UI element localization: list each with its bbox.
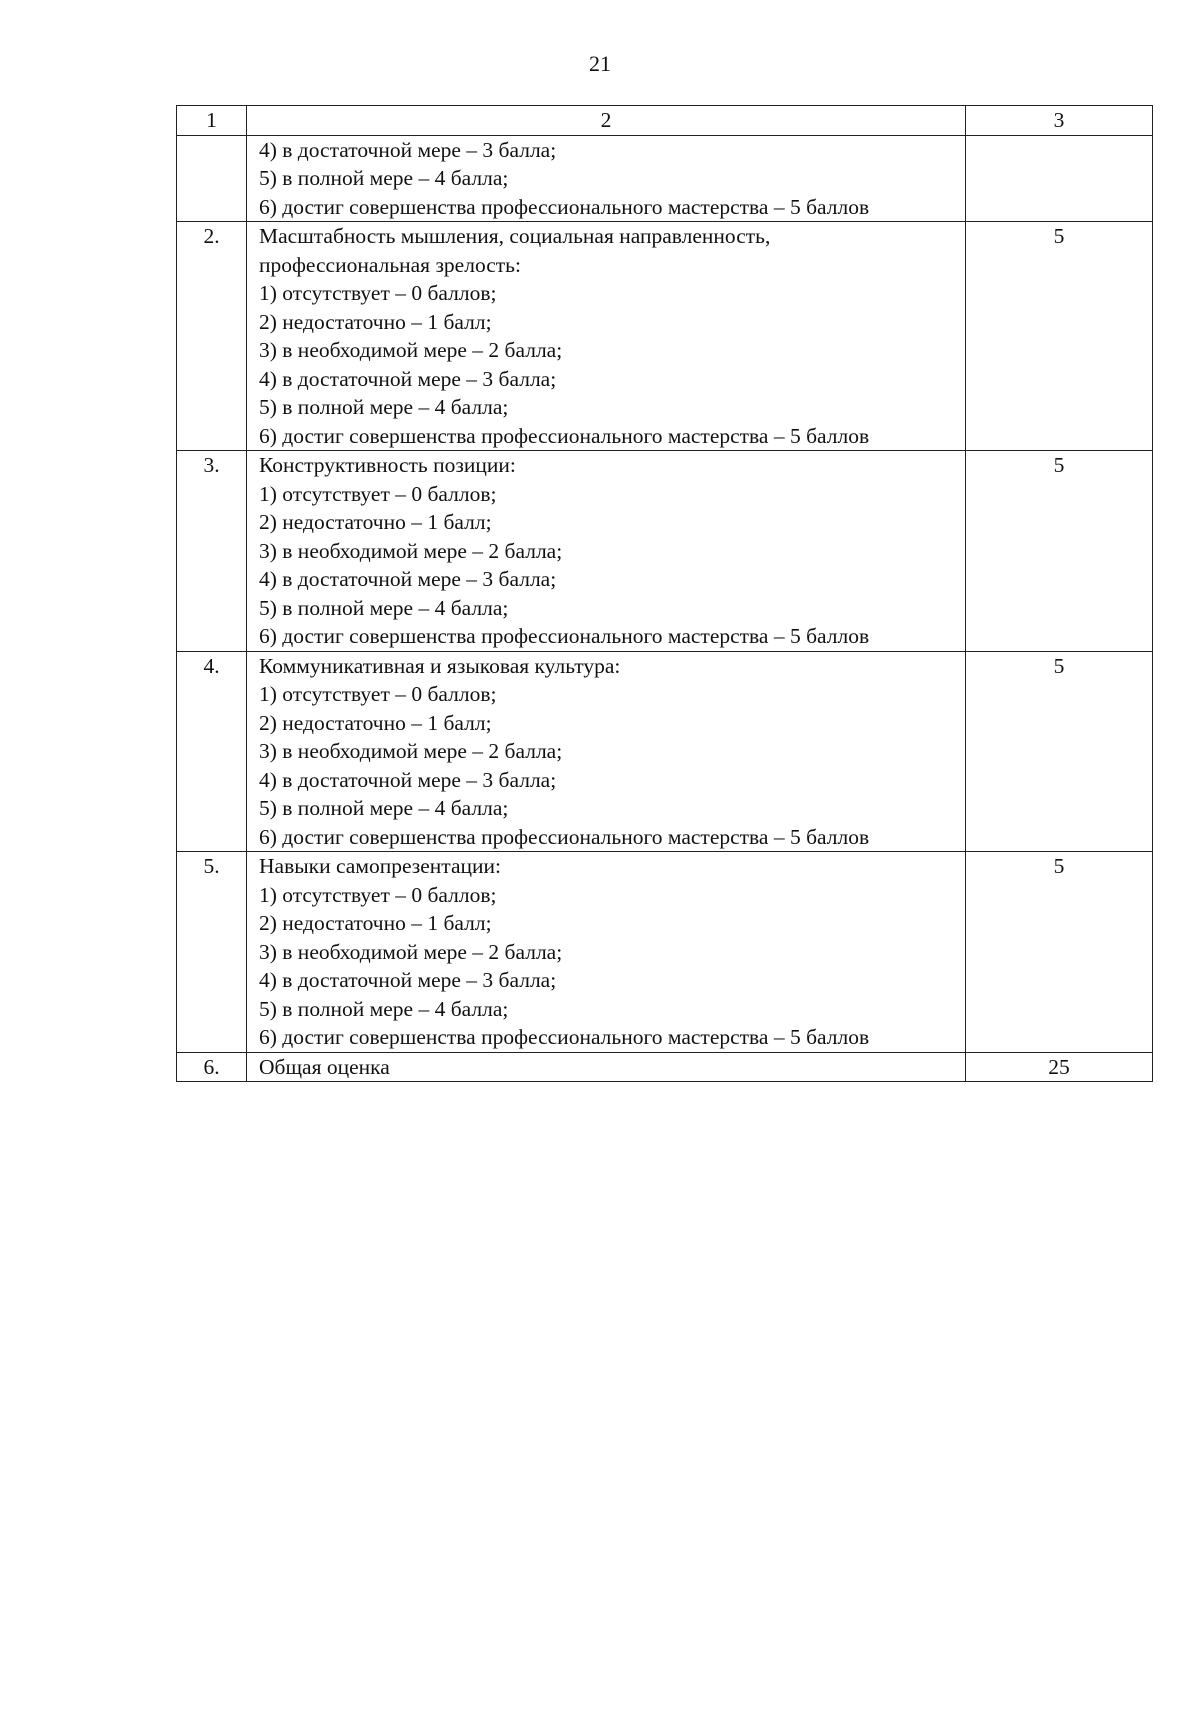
table-row [177,651,1153,852]
criterion-line: профессиональная зрелость: [259,252,521,277]
table-header-row [177,106,1153,136]
criterion-line: 3) в необходимой мере – 2 балла; [259,538,563,563]
criterion-line: 6) достиг совершенства профессионального мастерства – 5 баллов [259,423,870,448]
criterion-line: 4) в достаточной мере – 3 балла; [259,366,557,391]
max-score-cell: 25 [966,1052,1153,1082]
table-row [177,852,1153,1053]
row-number-cell: 3. [177,451,247,652]
criterion-line: 6) достиг совершенства профессионального мастерства – 5 баллов [259,624,870,648]
table-row [177,1052,1153,1082]
table-row [177,222,1153,451]
criterion-line: Конструктивность позиции: [259,453,516,477]
column-header-1: 1 [177,106,247,136]
criterion-cell [247,852,966,1053]
criterion-line: 3) в необходимой мере – 2 балла; [259,939,563,964]
max-score-cell [966,135,1153,222]
criterion-line: 5) в полной мере – 4 балла; [259,996,509,1021]
table-row [177,451,1153,652]
row-number-cell: 5. [177,852,247,1053]
table-row [177,135,1153,222]
criterion-line: 4) в достаточной мере – 3 балла; [259,137,557,162]
criterion-line: Масштабность мышления, социальная направленность, [259,224,771,248]
criterion-line: 5) в полной мере – 4 балла; [259,595,509,620]
max-score-cell: 5 [966,651,1153,852]
criterion-cell [247,451,966,652]
max-score-cell: 5 [966,222,1153,451]
max-score-cell: 5 [966,451,1153,652]
criterion-line: 3) в необходимой мере – 2 балла; [259,338,563,362]
row-number-cell: 6. [177,1052,247,1082]
row-number-cell: 4. [177,651,247,852]
criterion-line: 4) в достаточной мере – 3 балла; [259,767,557,792]
criterion-line: 4) в достаточной мере – 3 балла; [259,968,557,992]
criterion-line: 2) недостаточно – 1 балл; [259,911,492,935]
criterion-line: Общая оценка [259,1054,390,1079]
criterion-line: 6) достиг совершенства профессионального мастерства – 5 баллов [259,1025,870,1049]
criterion-line: 5) в полной мере – 4 балла; [259,796,509,820]
criterion-line: 1) отсутствует – 0 баллов; [259,481,497,506]
row-number-cell: 2. [177,222,247,451]
table-body [177,106,1153,1082]
criterion-line: 1) отсутствует – 0 баллов; [259,882,497,907]
column-header-2: 2 [247,106,966,136]
criterion-line: Коммуникативная и языковая культура: [259,653,621,678]
criterion-line: 1) отсутствует – 0 баллов; [259,682,497,706]
evaluation-table [176,105,1153,1082]
criterion-line: 2) недостаточно – 1 балл; [259,510,492,534]
criterion-cell [247,1052,966,1082]
criterion-cell [247,222,966,451]
criterion-line: 1) отсутствует – 0 баллов; [259,281,497,305]
criterion-line: 2) недостаточно – 1 балл; [259,309,492,334]
criterion-line: 2) недостаточно – 1 балл; [259,710,492,735]
criterion-line: 4) в достаточной мере – 3 балла; [259,567,557,591]
page-number: 21 [589,51,611,76]
criterion-line: 5) в полной мере – 4 балла; [259,395,509,419]
max-score-cell: 5 [966,852,1153,1053]
row-number-cell [177,135,247,222]
criterion-cell [247,135,966,222]
column-header-3: 3 [966,106,1153,136]
criterion-cell [247,651,966,852]
criterion-line: 6) достиг совершенства профессионального мастерства – 5 баллов [259,824,870,849]
criterion-line: Навыки самопрезентации: [259,854,501,878]
criterion-line: 3) в необходимой мере – 2 балла; [259,739,563,763]
criterion-line: 5) в полной мере – 4 балла; [259,166,509,190]
criterion-line: 6) достиг совершенства профессионального мастерства – 5 баллов [259,194,870,219]
